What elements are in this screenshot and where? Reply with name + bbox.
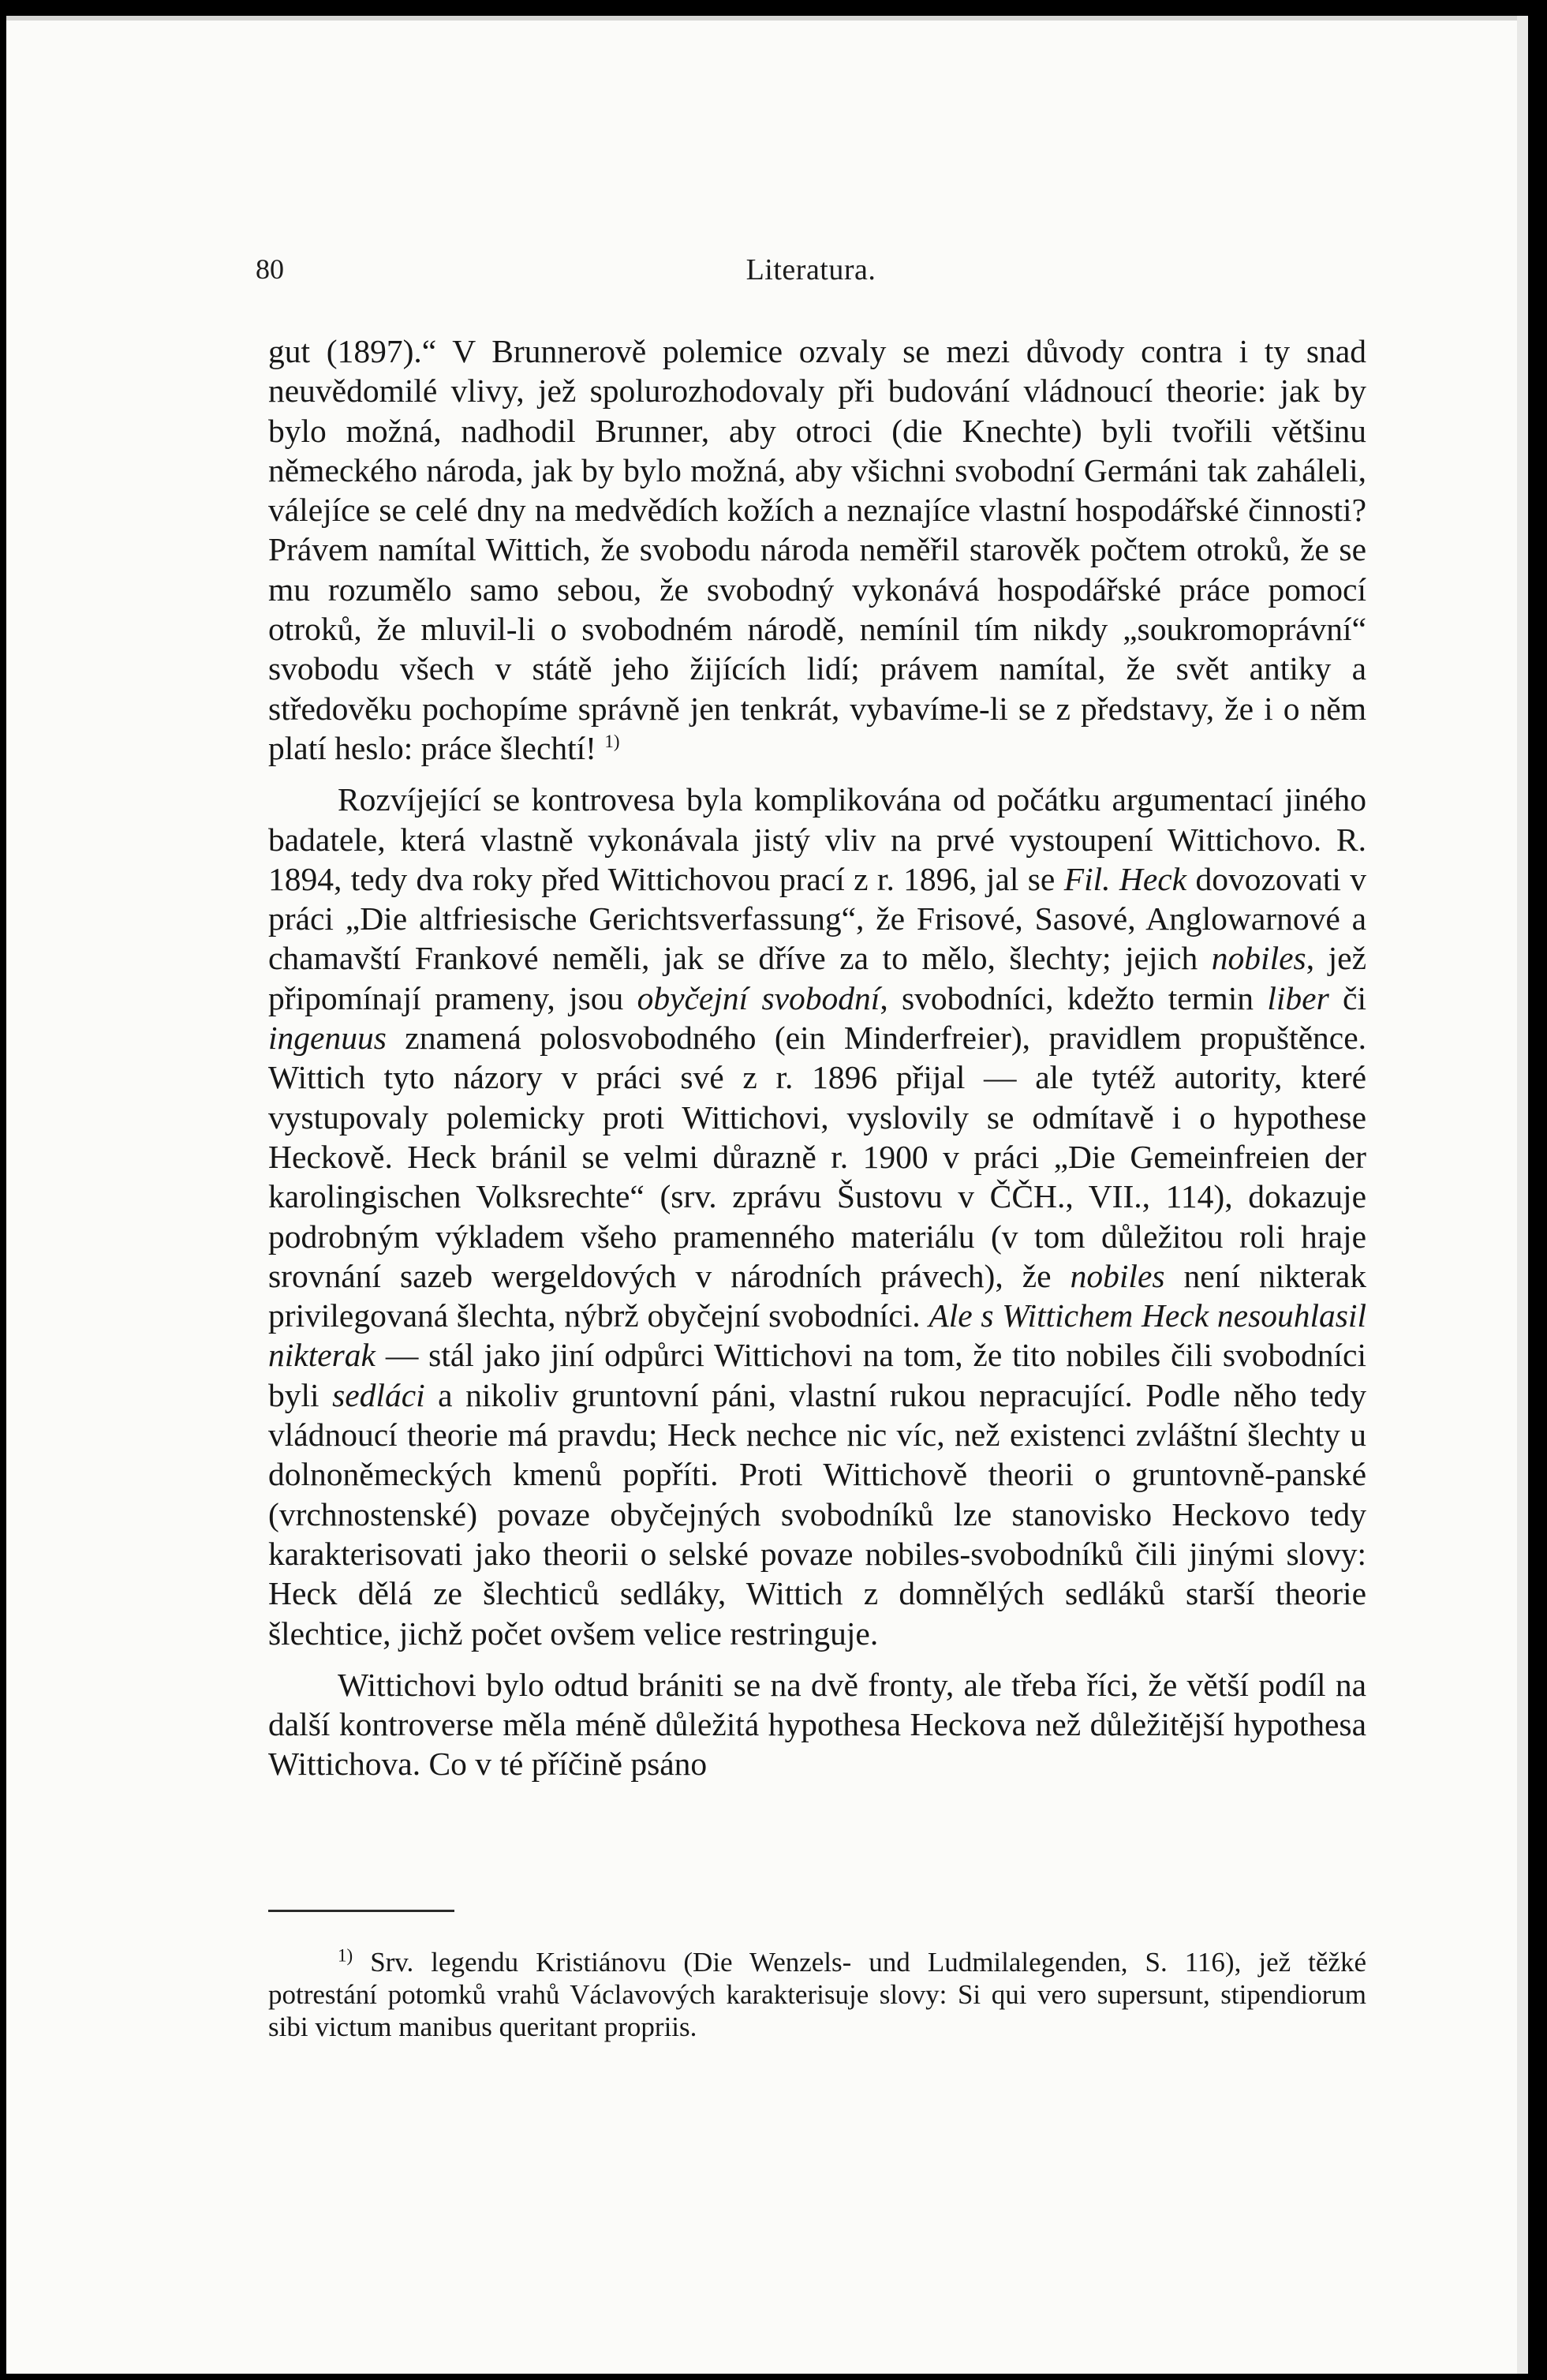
text-run: není nikterak privilegovaná šlechta, nýbrž obyčejní svobodníci. [268,1257,1366,1334]
running-title: Literatura. [745,253,876,286]
top-edge-rule [6,16,1517,21]
text-run: a nikoliv gruntovní páni, vlastní rukou nepracující. Podle něho tedy vládnoucí theorie má pravdu; Heck nechce nic víc, než existenci zvláštní šlechty u dolnoněmeckých kmenů popříti. Proti Wittichově theorii o gruntovně-panské (vrchnostenské) povaze obyčejných svobodníků lze stanovisko Heckovo tedy karakterisovati jako theorii o selské povaze nobiles-svobodníků čili jinými slovy: Heck dělá ze šlechticů sedláky, Wittich z domnělých sedláků starší theorie šlechtice, jichž počet ovšem velice restringuje. [268,1376,1366,1652]
text-run: či [1328,979,1366,1016]
text-run: , jež připomínají prameny, jsou [268,940,1366,1016]
page-edge [1517,16,1528,2374]
footnote [268,1946,1366,2043]
italic-term: Fil. Heck [1063,860,1187,897]
text-run: Wittichovi bylo odtud brániti se na dvě fronty, ale třeba říci, že větší podíl na další kontroverse měla méně důležitá hypothesa Heckova než důležitější hypothesa Wittichova. Co v té příčině psáno [268,1666,1366,1783]
text-run: znamená polosvobodného (ein Minderfreier), pravidlem propuštěnce. Wittich tyto názory v práci své z r. 1896 přijal — ale tytéž autority, které vystupovaly polemicky proti Wittichovi, vyslovily se odmítavě i o hypothese Heckově. Heck bránil se velmi důrazně r. 1900 v práci „Die Gemeinfreien der karolingischen Volksrechte“ (srv. zprávu Šustovu v ČČH., VII., 114), dokazuje podrobným výkladem všeho pramenného materiálu (v tom důležitou roli hraje srovnání sazeb wergeldových v národních právech), že [268,1020,1366,1294]
italic-term: sedláci [332,1376,425,1413]
footnote-text: Srv. legendu Kristiánovu (Die Wenzels- und Ludmilalegenden, S. 116), jež těžké potrestání potomků vrahů Václavových karakterisuje slovy: Si qui vero supersunt, stipendiorum sibi victum manibus queritant propriis. [268,1947,1366,2042]
footnote-separator [268,1910,454,1912]
italic-term: ingenuus [268,1020,387,1057]
italic-term: Ale s Wittichem Heck nesouhlasil nikterak [268,1297,1366,1374]
italic-term: obyčejní svobodní [637,979,880,1016]
page-number: 80 [256,253,284,285]
text-run: dovozovati v práci „Die altfriesische Gerichtsverfassung“, že Frisové, Sasové, Anglowarnové a chamavští Frankové neměli, jak se dříve za to mělo, šlechty; jejich [268,860,1366,977]
text-run: — stál jako jiní odpůrci Wittichovi na tom, že tito nobiles čili svobodníci byli [268,1337,1366,1413]
italic-term: nobiles [1070,1257,1165,1294]
text-run: gut (1897).“ V Brunnerově polemice ozvaly se mezi důvody contra i ty snad neuvědomilé vlivy, jež spolurozhodovaly při budování vládnoucí theorie: jak by bylo možná, nadhodil Brunner, aby otroci (die Knechte) byli tvořili většinu německého národa, jak by bylo možná, aby všichni svobodní Germáni tak zaháleli, válejíce se celé dny na medvědích kožích a neznajíce vlastní hospodářské činnosti? Právem namítal Wittich, že svobodu národa neměřil starověk počtem otroků, že se mu rozumělo samo sebou, že svobodný vykonává hospodářské práce pomocí otroků, že mluvil-li o svobodném národě, nemínil tím nikdy „soukromoprávní“ svobodu všech v státě jeho žijících lidí; právem namítal, že svět antiky a středověku pochopíme správně jen tenkrát, vybavíme-li se z představy, že i o něm platí heslo: práce šlechtí! [268,333,1366,766]
page-header [256,253,1366,300]
text-run: Rozvíjející se kontrovesa byla komplikována od počátku argumentací jiného badatele, která vlastně vykonávala jistý vliv na prvé vystoupení Wittichovo. R. 1894, tedy dva roky před Wittichovou prací z r. 1896, jal se [268,781,1366,897]
book-page [6,16,1517,2374]
text-run: , svobodníci, kdežto termin [880,979,1268,1016]
paragraph [268,331,1366,768]
italic-term: liber [1267,979,1329,1016]
paragraph [268,780,1366,1653]
paragraph [268,1665,1366,1784]
footnote-reference: 1) [604,732,620,752]
footnote-mark: 1) [338,1945,353,1966]
italic-term: nobiles [1211,940,1306,977]
body-text [268,331,1366,1784]
